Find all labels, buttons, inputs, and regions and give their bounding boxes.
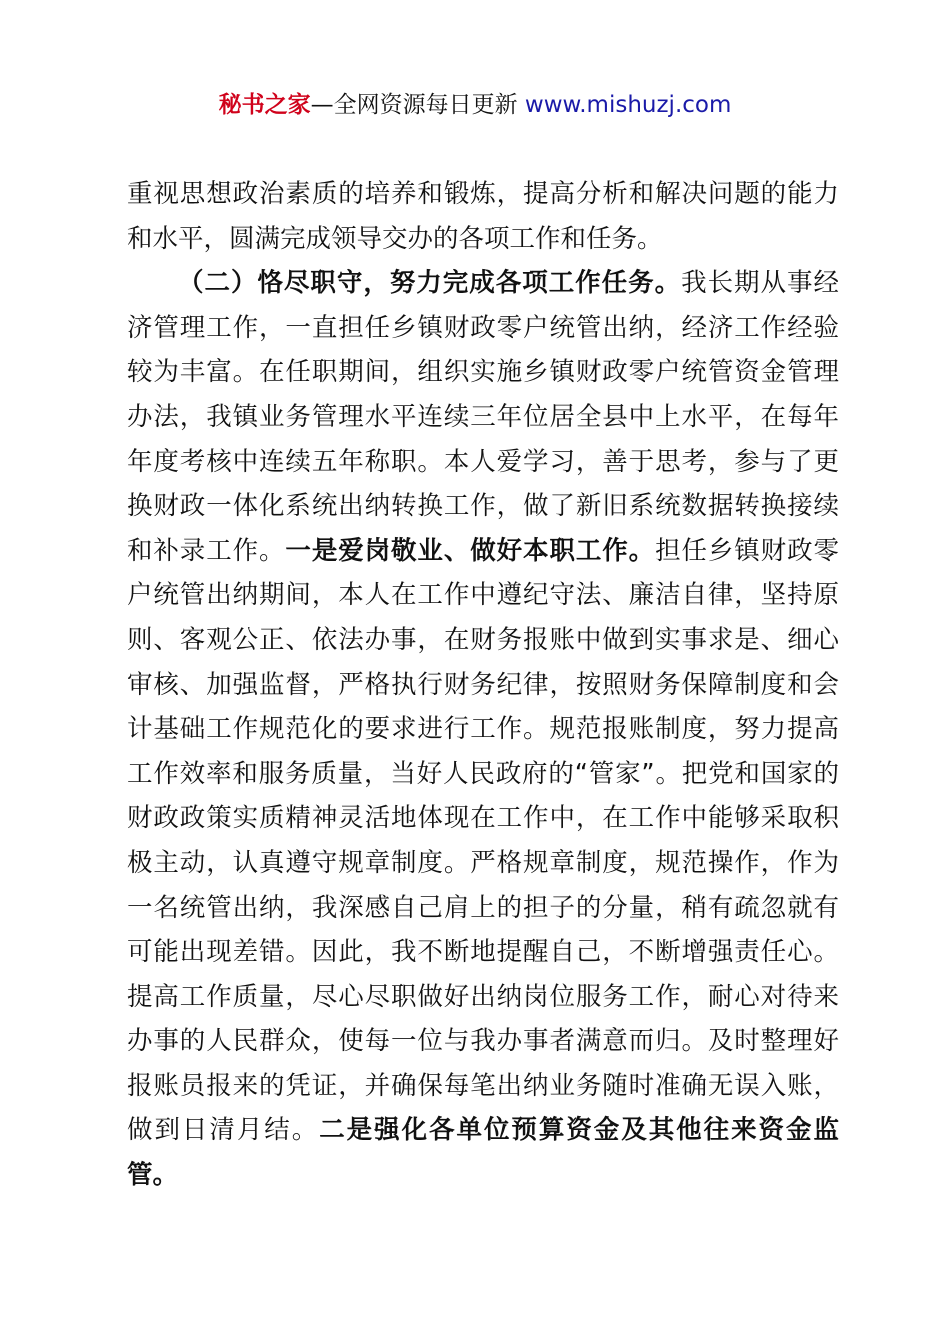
document-body <box>127 172 839 1198</box>
paragraph-text: 重视思想政治素质的培养和锻炼，提高分析和解决问题的能力和水平，圆满完成领导交办的各项工作和任务。 <box>127 179 839 254</box>
paragraph-text: 我长期从事经济管理工作，一直担任乡镇财政零户统管出纳，经济工作经验较为丰富。在任职期间，组织实施乡镇财政零户统管资金管理办法，我镇业务管理水平连续三年位居全县中上水平，在每年年度考核中连续五年称职。本人爱学习，善于思考，参与了更换财政一体化系统出纳转换工作，做了新旧系统数据转换接续和补录工作。 <box>127 268 839 566</box>
paragraph-section-2 <box>127 261 839 1197</box>
point-heading-1: 一是爱岗敬业、做好本职工作。 <box>285 535 656 566</box>
brand-name: 秘书之家 <box>218 92 311 118</box>
section-heading: （二）恪尽职守，努力完成各项工作任务。 <box>178 268 682 299</box>
paragraph-text: 担任乡镇财政零户统管出纳期间，本人在工作中遵纪守法、廉洁自律，坚持原则、客观公正、依法办事，在财务报账中做到实事求是、细心审核、加强监督，严格执行财务纪律，按照财务保障制度和会计基础工作规范化的要求进行工作。规范报账制度，努力提高工作效率和服务质量，当好人民政府的“管家”。把党和国家的财政政策实质精神灵活地体现在工作中，在工作中能够采取积极主动，认真遵守规章制度。严格规章制度，规范操作，作为一名统管出纳，我深感自己肩上的担子的分量，稍有疏忽就有可能出现差错。因此，我不断地提醒自己，不断增强责任心。提高工作质量，尽心尽职做好出纳岗位服务工作，耐心对待来办事的人民群众，使每一位与我办事者满意而归。及时整理好报账员报来的凭证，并确保每笔出纳业务随时准确无误入账，做到日清月结。 <box>127 535 839 1146</box>
page-header <box>0 88 950 122</box>
paragraph-continued <box>127 172 839 261</box>
header-slogan: —全网资源每日更新 <box>310 92 525 118</box>
header-url[interactable]: www.mishuzj.com <box>524 92 732 118</box>
point-heading-2: 二是强化各单位预算资金及其他往来资金监管。 <box>127 1115 839 1191</box>
